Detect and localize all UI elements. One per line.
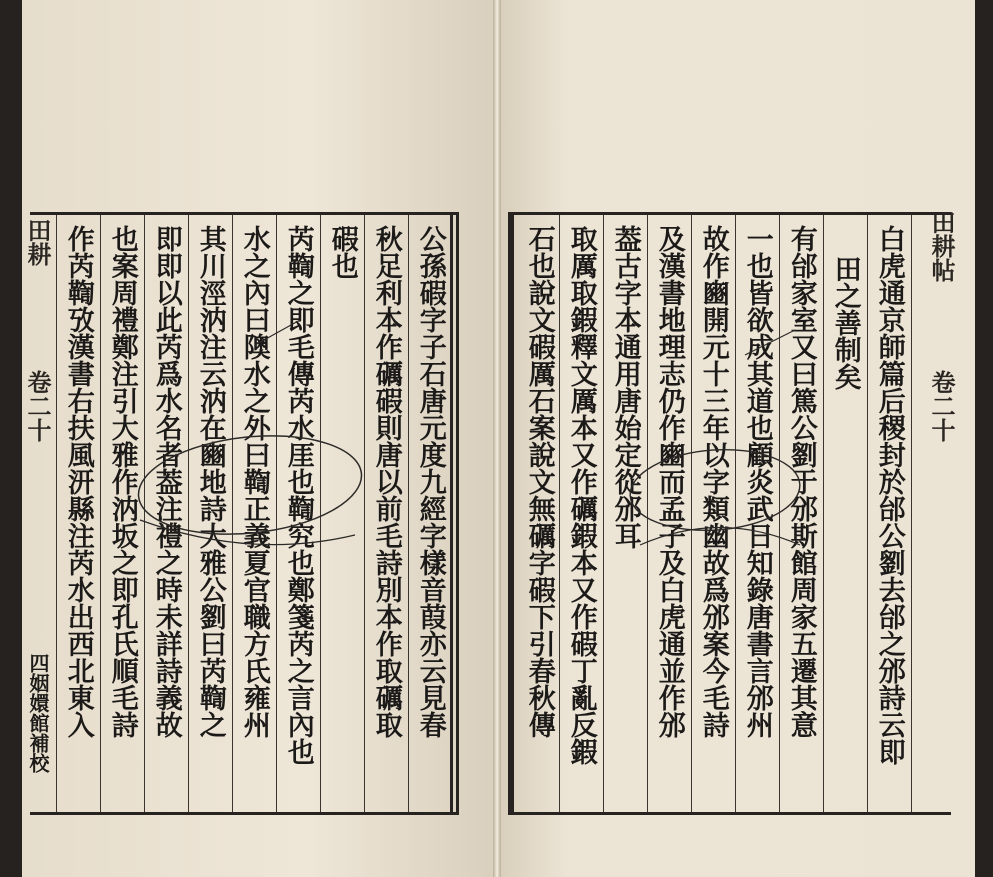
- left-col-9: 作芮鞫攷漢書右扶風汧縣注芮水出西北東入: [62, 225, 94, 738]
- left-col-4: 芮鞫之即毛傳芮水厓也鞫究也鄭箋芮之言內也: [282, 225, 314, 765]
- right-col-6: 及漢書地理志仍作豳而孟子及白虎通並作邠: [653, 225, 685, 738]
- colophon: 四姻嬛館補校: [26, 653, 50, 773]
- right-text-frame: [508, 212, 951, 815]
- left-edge-title: 田耕: [23, 218, 52, 266]
- left-col-2: 秋足利本作礪碬則唐以前毛詩別本作取礪取: [370, 225, 402, 738]
- right-col-2: 田之善制矣: [829, 255, 861, 390]
- right-edge-volume: 卷二十: [927, 370, 956, 442]
- right-col-4: 一也皆欲成其道也顧炎武日知錄唐書言邠州: [741, 225, 773, 738]
- right-col-9: 石也說文碬厲石案說文無礪字碬下引春秋傳: [523, 225, 555, 738]
- left-text-frame: [26, 212, 459, 815]
- right-col-8: 取厲取鍜釋文厲本又作礪鍜本又作碬丁亂反鍜: [565, 225, 597, 765]
- left-col-3: 碬也: [326, 225, 358, 279]
- left-col-6: 其川涇汭注云汭在豳地詩大雅公劉曰芮鞫之: [194, 225, 226, 738]
- right-col-3: 有邰家室又曰篤公劉于邠斯館周家五遷其意: [785, 225, 817, 738]
- right-col-1: 白虎通京師篇后稷封於邰公劉去邰之邠詩云即: [873, 225, 905, 765]
- right-edge-title: 田耕帖: [927, 210, 956, 282]
- left-col-8: 也案周禮鄭注引大雅作汭坂之即孔氏順毛詩: [106, 225, 138, 738]
- book-spine: [493, 0, 501, 877]
- right-col-5: 故作豳開元十三年以字類幽故爲邠案今毛詩: [697, 225, 729, 738]
- right-col-7: 葢古字本通用唐始定從邠耳: [609, 225, 641, 549]
- left-col-7: 即即以此芮爲水名者葢注禮之時未詳詩義故: [150, 225, 182, 738]
- left-edge-volume: 卷二十: [23, 370, 52, 442]
- left-col-1: 公孫碬字子石唐元度九經字樣音葭亦云見春: [414, 225, 446, 738]
- left-col-5: 水之內曰隩水之外曰鞫正義夏官職方氏雍州: [238, 225, 270, 738]
